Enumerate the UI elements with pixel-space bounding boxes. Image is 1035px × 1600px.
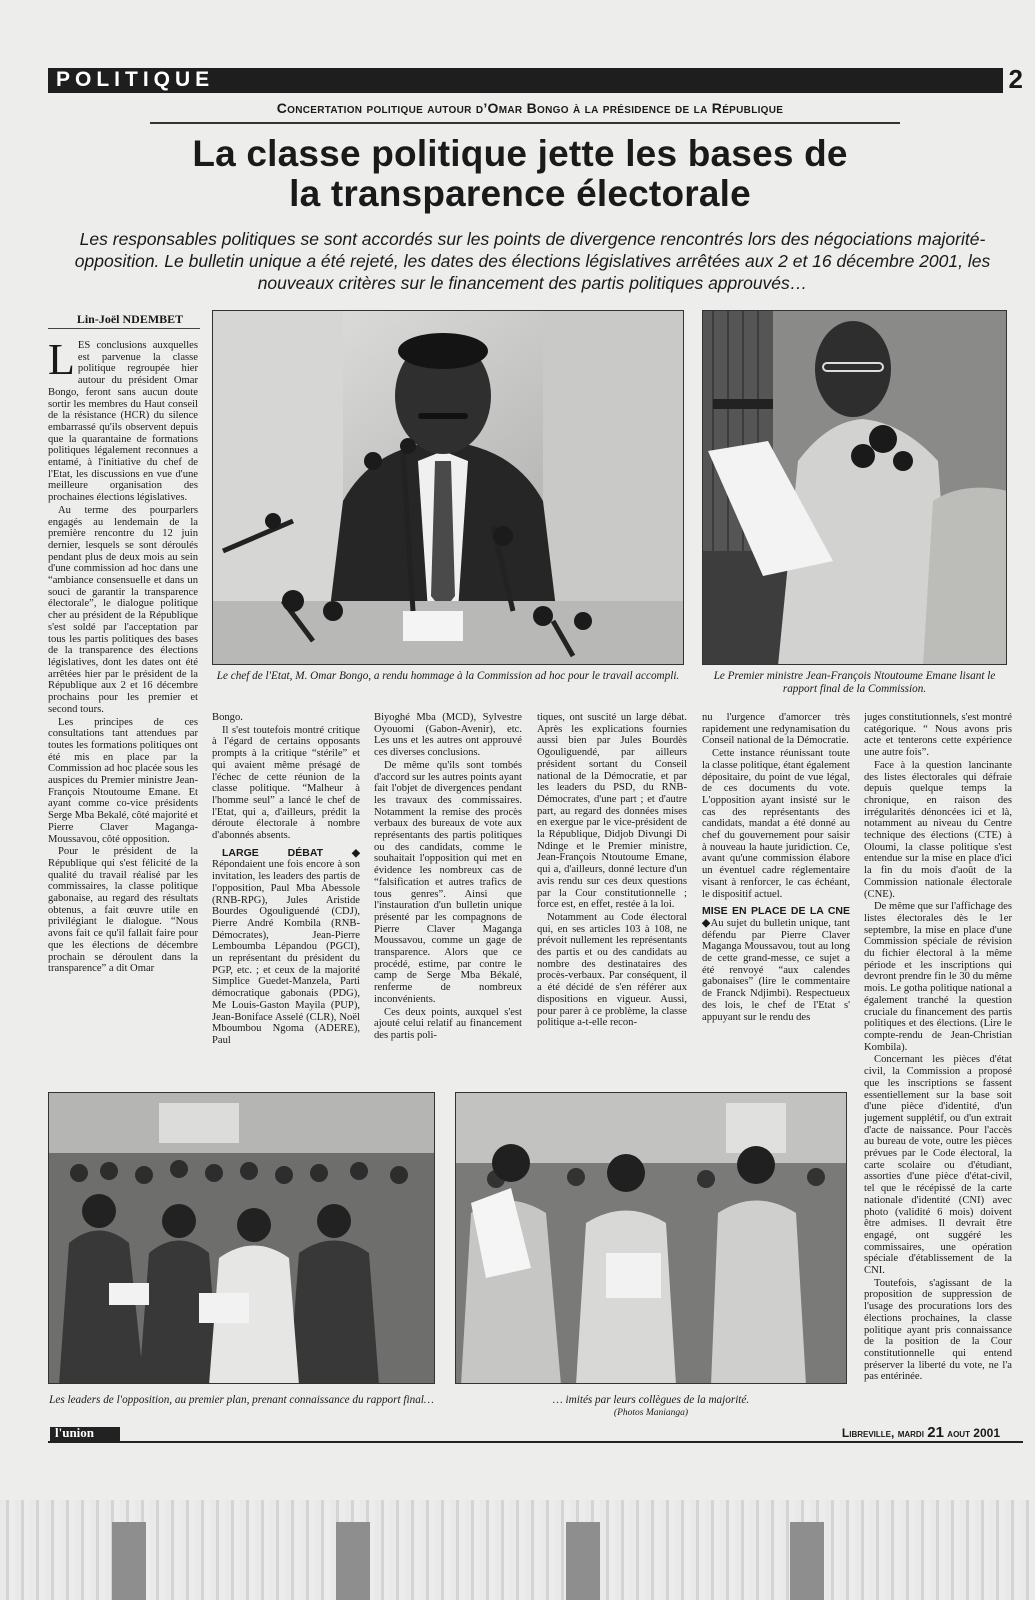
paragraph: Il s'est toutefois montré critique à l'égard de certains opposants prompts à la critique “stérile” et qui avaient même présagé de l'échec de cette réunion de la classe politique. “Malheur à l'homme seul” a lancé le chef de l'Etat, qui a, d'ailleurs, prédit la déroute électorale à nombre d'abonnés absents. — [212, 724, 360, 842]
photo-prime-minister-image — [703, 311, 1007, 665]
paragraph: De même que sur l'affichage des listes électorales dès le 1er septembre, la mise en place d'une Commission spéciale de révision du fichier électoral à la même période et les inscriptions qui devront prendre fin le 30 du même mois. Le gotha politique national a également tranché la question cruciale du financement des partis politiques et des élections. (Lire le compte-rendu de Jean-Christian Kombila). — [864, 901, 1012, 1053]
dropcap: L — [48, 340, 75, 384]
kicker: Concertation politique autour d’Omar Bongo à la présidence de la République — [276, 100, 784, 116]
paragraph: Bongo. — [212, 712, 243, 723]
photo-president — [212, 310, 684, 665]
paragraph: Notamment au Code électoral qui, en ses articles 103 à 108, ne prévoit nullement les représentants des partis et ou des candidats au nombre des destinataires des procès-verbaux. Par conséquent, il a été décidé de s'en référer aux dispositions en vigueur. Aussi, pour parer à ce problème, la classe politique a-t-elle recon- — [537, 911, 687, 1029]
photo-majority-image — [456, 1093, 847, 1384]
paragraph: LARGE DÉBAT ◆ Répondaient une fois encore à son invitation, les leaders des partis de l'opposition, Paul Mba Abessole (RNB-RPG), Jules Aristide Bourdes Ogouliguendé (CDJ), Pierre André Kombila (RNB-Démocrates), Jean-Pierre Lemboumba Lépandou (PGCI), un représentant du président du PGP, etc. ; et ceux de la majorité Simplice Guedet-Manzela, Parti démocratique gabonais (PDG), Me Louis-Gaston Mayila (PUP), Jean-Boniface Asselé (CLR), Noël Mboumbou Ngoma (ADERE), Paul — [212, 846, 360, 1046]
paragraph: Face à la question lancinante des listes électorales qui défraie depuis quelque temps la chronique, en raison des irrégularités dénoncées ici et là, notamment au niveau du Centre technique des élections (CTE) à Oloumi, la classe politique s'est entendue sur la mise en place d'ici la fin du mois d'août de la Commission nationale électorale (CNE). — [864, 759, 1012, 900]
footer-rule — [48, 1441, 1023, 1443]
paragraph: nu l'urgence d'amorcer très rapidement une redynamisation du Conseil national de la Démocratie. — [702, 712, 850, 747]
paragraph: tiques, ont suscité un large débat. Après les explications fournies aussi bien par Jules Bourdès Ogouliguendé, par ailleurs président sortant du Conseil national de la Démocratie, et par les leaders du PSD, du RNB-Démocrates, d'une part ; et d'autre part, au regard des données mises en exergue par le vice-président de la République, Didjob Divungi Di Ndinge et le Premier ministre, Jean-François Ntoutoume Emane, qui a, d'ailleurs, donné lecture d'un avis rendu sur ces deux questions par la Cour constitutionnelle ; force est, en effet, restée à la loi. — [537, 712, 687, 911]
subheading-cne: MISE EN PLACE DE LA CNE ◆ — [702, 905, 850, 929]
article-column-5 — [702, 712, 850, 1084]
caption-majority: … imités par leurs collègues de la majorité. — [552, 1394, 750, 1406]
paragraph: Pour le président de la République qui s'est félicité de la qualité du travail réalisé par les commissaires, la classe politique gabonaise, au regard des résultats obtenus, a fait œuvre utile en privilégiant le dialogue. “Nous avons fait ce qu'il fallait faire pour que les élections de décembre prochain se déroulent dans la transparence” a dit Omar — [48, 846, 198, 975]
paragraph: MISE EN PLACE DE LA CNE ◆Au sujet du bulletin unique, tant défendu par Pierre Claver Maganga Moussavou, tout au long de cette grand-messe, ce sujet a été renvoyé “aux calendes gabonaises” (lire le commentaire de Franck Ndjimbi). Respectueux des lois, le chef de l'Etat s' appuyant sur le rendu des — [702, 905, 850, 1023]
section-label: POLITIQUE — [56, 68, 215, 91]
paragraph: Au terme des pourparlers engagés au lendemain de la première rencontre du 12 juin dernier, lesquels se sont déroulés pendant plus de deux mois au sein d'une commission ad hoc dans une “ambiance consensuelle et dans un souci de garantir la transparence électorale”, le dialogue politique cher au président de la République s'est soldé par l'acceptation par tous les partis politiques des bases de la transparence des élections législatives, dont les dates ont été arrêtées hier par le président de la République aux 2 et 16 décembre prochains pour les premier et second tours. — [48, 504, 198, 715]
paragraph: juges constitutionnels, s'est montré catégorique. “ Nous avons pris acte et tenterons cette expérience une autre fois”. — [864, 712, 1012, 759]
scan-artifact-bar — [112, 1522, 146, 1600]
caption-opposition: Les leaders de l'opposition, au premier plan, prenant connaissance du rapport final… — [49, 1394, 434, 1406]
photo-prime-minister — [702, 310, 1007, 665]
paragraph: Toutefois, s'agissant de la proposition de suppression de l'usage des procurations lors des élections prochaines, la classe politique ayant pris connaissance de la position de la Cour constitutionnelle qui entend préserver la liberté du vote, ne l'a pas entérinée. — [864, 1277, 1012, 1383]
photo-majority-leaders — [455, 1092, 847, 1384]
headline — [90, 134, 950, 214]
footer-paper-name: l'union — [55, 1425, 95, 1440]
page-number: 2 — [1008, 64, 1023, 94]
headline-line-2: la transparence électorale — [289, 173, 751, 214]
deck: Les responsables politiques se sont accordés sur les points de divergence rencontrés lors des négociations majorité-opposition. Le bulletin unique a été rejeté, les dates des élections législatives arrêtées aux 2 et 16 décembre 2001, les nouveaux critères sur le financement des partis politiques approuvés… — [74, 229, 991, 293]
article-column-4 — [537, 712, 687, 1084]
paragraph: LES conclusions auxquelles est parvenue la classe politique regroupée hier autour du président Omar Bongo, feront sans aucun doute sortir les membres du Haut conseil de la résistance (HCR) du silence embarrassé qu'ils observent depuis que la quarantaine de formations politiques légalement reconnues a entamé, à l'initiative du chef de l'Etat, les discussions en vue d'une meilleure organisation des prochaines élections législatives. — [48, 340, 198, 504]
paragraph: Cette instance réunissant toute la classe politique, étant également dépositaire, du point de vue légal, de ces documents du vote. L'opposition ayant insisté sur le cas des représentants des candidats, mandat a été donné au chef du gouvernement pour saisir à nouveau la haute juridiction. Ce, avant qu'une commission élabore un éventuel cadre réglementaire visant à renforcer, le cas échéant, le dispositif actuel. — [702, 748, 850, 900]
caption-prime-minister: Le Premier ministre Jean-François Ntoutoume Emane lisant le rapport final de la Commission. — [713, 670, 996, 695]
headline-line-1: La classe politique jette les bases de — [192, 133, 848, 174]
byline: Lin-Joël NDEMBET — [76, 312, 184, 326]
paragraph: Biyoghé Mba (MCD), Sylvestre Oyouomi (Gabon-Avenir), etc. Les uns et les autres ont approuvé ces diverses conclusions. — [374, 712, 522, 759]
kicker-rule — [150, 122, 900, 124]
photo-opposition-image — [49, 1093, 435, 1384]
paragraph: Ces deux points, auxquel s'est ajouté celui relatif au financement des partis poli- — [374, 1006, 522, 1041]
footer-month-year: aout 2001 — [947, 1426, 1000, 1440]
footer-dateline — [842, 1424, 1000, 1441]
article-column-1 — [48, 340, 198, 1082]
footer-city: Libreville, — [841, 1426, 895, 1440]
scan-artifact-bar — [336, 1522, 370, 1600]
byline-rule — [48, 328, 200, 329]
photo-credit: (Photos Manianga) — [613, 1408, 689, 1418]
scan-artifact-bar — [566, 1522, 600, 1600]
article-column-3 — [374, 712, 522, 1084]
scan-artifact — [0, 1500, 1035, 1600]
footer-day: 21 — [927, 1424, 944, 1441]
photo-opposition-leaders — [48, 1092, 435, 1384]
scan-artifact-bar — [790, 1522, 824, 1600]
article-column-6 — [864, 712, 1012, 1418]
photo-president-image — [213, 311, 684, 665]
caption-president: Le chef de l'Etat, M. Omar Bongo, a rendu hommage à la Commission ad hoc pour le travail accompli. — [216, 670, 680, 682]
paragraph: Concernant les pièces d'état civil, la Commission a proposé que les inscriptions se fassent essentiellement sur la base soit d'une pièce d'identité, d'un jugement supplétif, ou d'un extrait d'acte de naissance. Pour l'accès au bureau de vote, outre les pièces prévues par le Code électoral, la carte scolaire ou d'étudiant, assorties d'une pièce d'état-civil, tel que le récépissé de la carte nationale d'identité (CNI) avec photo (validité 6 mois) doivent être admises. Il devrait être engagé, ont suggéré les commissaires, une opération spéciale d'établissement de la CNI. — [864, 1054, 1012, 1277]
article-column-2 — [212, 712, 360, 1084]
paragraph: Les principes de ces consultations tant attendues par toutes les formations politiques ont été mis en place par la Commission ad hoc placée sous les auspices du Premier ministre Jean-François Ntoutoume Emane. Et ayant comme co-vice présidents Serge Mba Bekalé, côté majorité et Pierre Claver Maganga- Moussavou, côté opposition. — [48, 716, 198, 845]
paragraph: De même qu'ils sont tombés d'accord sur les autres points ayant fait l'objet de divergences pendant les travaux des commissaires. Notamment la remise des procès verbaux des bureaux de vote aux représentants des partis politiques ou des candidats, comme le souhaitait l'opposition qui met en évidence les nombreux cas de “falsification et autres trafics de tous genres”. Ainsi que l'instauration d'un bulletin unique présenté par les compagnons de Pierre Claver Maganga Moussavou, comme un gage de transparence. Alors que ce procédé, estime, par contre le camp de Serge Mba Békalé, renferme de nombreux inconvénients. — [374, 759, 522, 1005]
footer-weekday: mardi — [897, 1426, 924, 1440]
subheading-large-debat: LARGE DÉBAT ◆ — [222, 846, 360, 859]
